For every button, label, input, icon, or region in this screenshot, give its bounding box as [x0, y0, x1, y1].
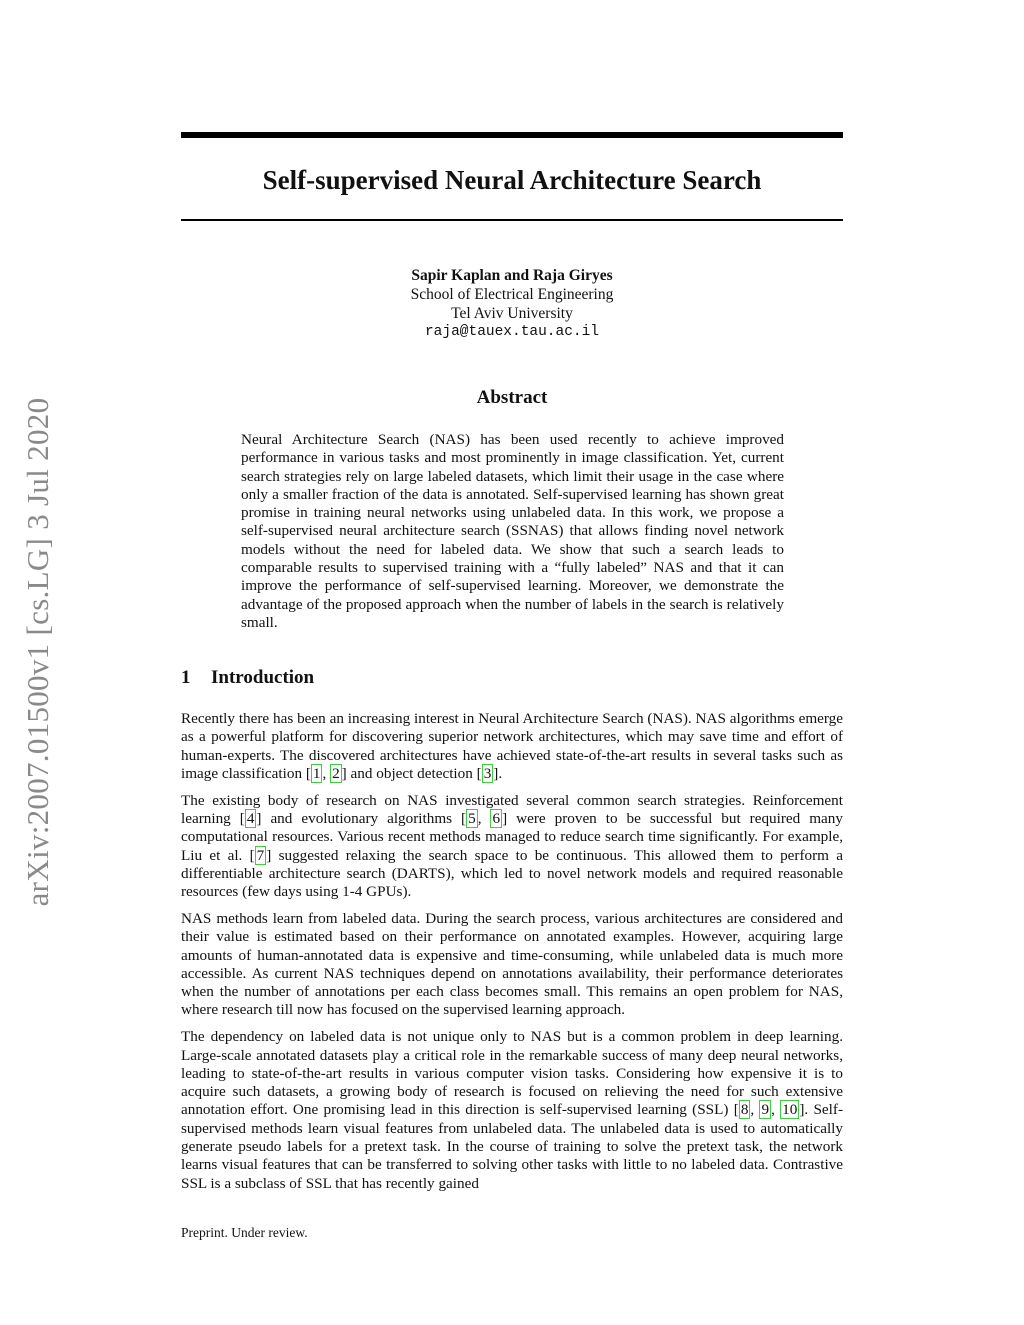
author-block — [181, 266, 843, 342]
citation-link[interactable]: 4 — [246, 809, 255, 827]
citation-link[interactable]: 1 — [312, 764, 321, 782]
paragraph-4: The dependency on labeled data is not unique only to NAS but is a common problem in deep learning. Large-scale annotated datasets play a critical role in the remarkable success of many deep neural networks, leading to state-of-the-art results in various computer vision tasks. Considering how expensive it is to acquire such datasets, a growing body of research is focused on relieving the need for such extensive annotation effort. One promising lead in this direction is self-supervised learning (SSL) [ 8 , 9 , 10 ]. Self-supervised methods learn visual features from unlabeled data. The unlabeled data is used to automatically generate pseudo labels for a pretext task. In the course of training to solve the pretext task, the network learns visual features that can be transferred to solving other tasks with little to no labeled data. Contrastive SSL is a subclass of SSL that has recently gained — [181, 1028, 843, 1192]
preprint-footer: Preprint. Under review. — [181, 1225, 308, 1240]
paragraph-3: NAS methods learn from labeled data. During the search process, various architectures are considered and their value is estimated based on their performance on annotated examples. However, acquiring large amounts of human-annotated data is expensive and time-consuming, while unlabeled data is much more accessible. As current NAS techniques depend on annotations availability, their performance deteriorates when the number of annotations per each class becomes small. This remains an open problem for NAS, where research till now has focused on the supervised learning approach. — [181, 909, 843, 1019]
paragraph-2: The existing body of research on NAS investigated several common search strategies. Reinforcement learning [ 4 ] and evolutionary algorithms [ 5 , 6 ] were proven to be successful but required many computational resources. Various recent methods managed to reduce search time significantly. For example, Liu et al. [ 7 ] suggested relaxing the search space to be continuous. This allowed them to perform a differentiable architecture search (DARTS), which led to novel network models and required reasonable resources (few days using 1-4 GPUs). — [181, 791, 843, 901]
section-title: Introduction — [211, 667, 315, 688]
citation-link[interactable]: 6 — [492, 809, 501, 827]
arxiv-identifier-stamp: arXiv:2007.01500v1 [cs.LG] 3 Jul 2020 — [20, 397, 55, 907]
citation-link[interactable]: 7 — [256, 846, 265, 864]
section-heading — [181, 667, 314, 689]
author-names: Sapir Kaplan and Raja Giryes — [411, 267, 613, 284]
title-bottom-rule — [181, 219, 843, 221]
author-institution: Tel Aviv University — [451, 305, 573, 322]
author-affiliation: School of Electrical Engineering — [410, 286, 614, 303]
author-email[interactable]: raja@tauex.tau.ac.il — [424, 324, 600, 340]
citation-link[interactable]: 2 — [332, 764, 340, 782]
citation-link[interactable]: 3 — [483, 764, 492, 782]
paper-title: Self-supervised Neural Architecture Search — [262, 165, 762, 195]
citation-link[interactable]: 10 — [782, 1101, 798, 1119]
body-text — [181, 710, 843, 1201]
citation-link[interactable]: 9 — [761, 1101, 770, 1119]
section-number: 1 — [181, 667, 191, 688]
paragraph-1: Recently there has been an increasing interest in Neural Architecture Search (NAS). NAS algorithms emerge as a powerful platform for discovering superior network architectures, which may save time and effort of human-experts. The discovered architectures have achieved state-of-the-art results in several tasks such as image classification [ 1 , 2 ] and object detection [ 3 ]. — [181, 710, 843, 782]
citation-link[interactable]: 5 — [468, 809, 476, 827]
citation-link[interactable]: 8 — [740, 1101, 749, 1119]
title-top-rule — [181, 132, 843, 138]
abstract-text: Neural Architecture Search (NAS) has been used recently to achieve improved performance in various tasks and most prominently in image classification. Yet, current search strategies rely on large labeled datasets, which limit their usage in the case where only a smaller fraction of the data is annotated. Self-supervised learning has shown great promise in training neural networks using unlabeled data. In this work, we propose a self-supervised neural architecture search (SSNAS) that allows finding novel network models without the need for labeled data. We show that such a search leads to comparable results to supervised training with a “fully labeled” NAS and that it can improve the performance of self-supervised learning. Moreover, we demonstrate the advantage of the proposed approach when the number of labels in the search is relatively small. — [241, 431, 784, 631]
abstract-heading: Abstract — [476, 387, 548, 408]
